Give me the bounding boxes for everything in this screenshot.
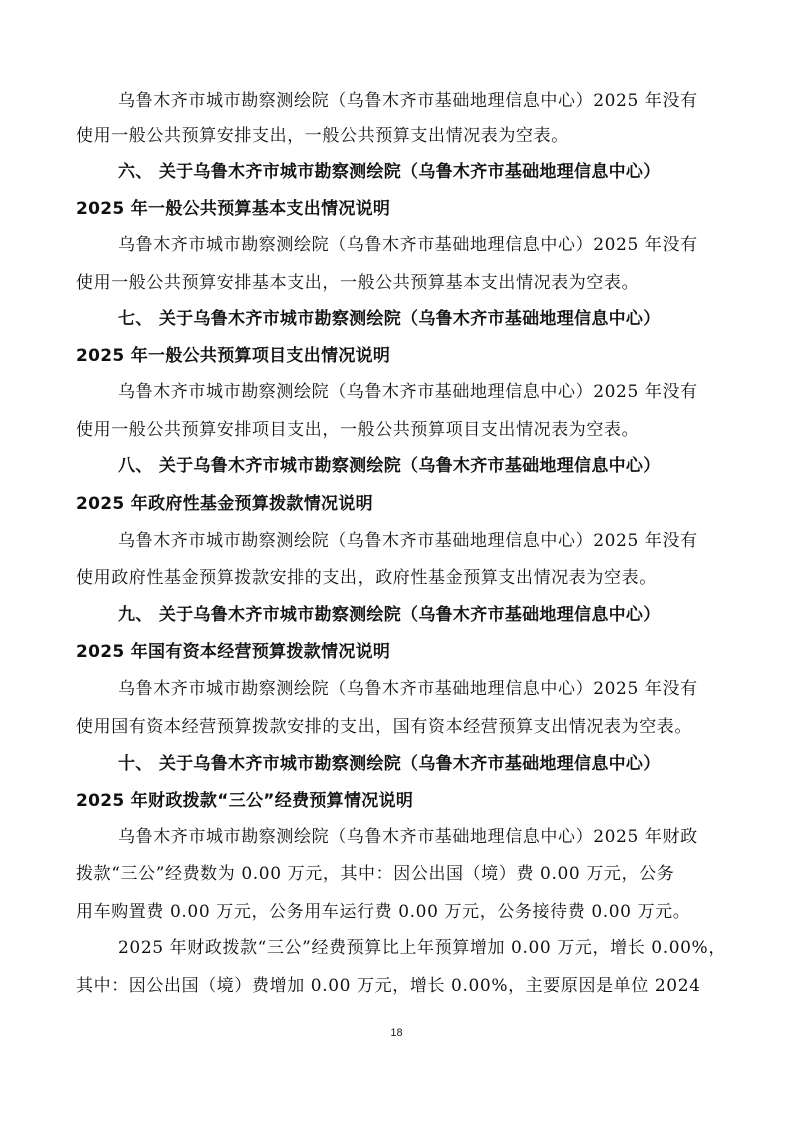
body-line: 使用政府性基金预算拨款安排的支出，政府性基金预算支出情况表为空表。 <box>76 568 657 588</box>
section-heading-continued: 2025 年国有资本经营预算拨款情况说明 <box>76 642 391 662</box>
section-heading: 七、 关于乌鲁木齐市城市勘察测绘院（乌鲁木齐市基础地理信息中心） <box>118 309 661 329</box>
section-heading: 九、 关于乌鲁木齐市城市勘察测绘院（乌鲁木齐市基础地理信息中心） <box>118 605 661 625</box>
paragraph-first-line: 2025 年财政拨款“三公”经费预算比上年预算增加 0.00 万元，增长 0.00%， <box>118 938 726 958</box>
section-heading: 六、 关于乌鲁木齐市城市勘察测绘院（乌鲁木齐市基础地理信息中心） <box>118 162 661 182</box>
section-heading: 十、 关于乌鲁木齐市城市勘察测绘院（乌鲁木齐市基础地理信息中心） <box>118 754 661 774</box>
body-line: 其中：因公出国（境）费增加 0.00 万元，增长 0.00%，主要原因是单位 2024 <box>76 976 701 996</box>
section-heading: 八、 关于乌鲁木齐市城市勘察测绘院（乌鲁木齐市基础地理信息中心） <box>118 456 661 476</box>
paragraph-first-line: 乌鲁木齐市城市勘察测绘院（乌鲁木齐市基础地理信息中心）2025 年没有 <box>118 235 698 255</box>
paragraph-first-line: 乌鲁木齐市城市勘察测绘院（乌鲁木齐市基础地理信息中心）2025 年没有 <box>118 91 698 111</box>
body-line: 使用一般公共预算安排项目支出，一般公共预算项目支出情况表为空表。 <box>76 420 640 440</box>
body-line: 使用一般公共预算安排基本支出，一般公共预算基本支出情况表为空表。 <box>76 273 640 293</box>
page-number: 18 <box>390 1027 403 1039</box>
body-line: 拨款“三公”经费数为 0.00 万元，其中：因公出国（境）费 0.00 万元，公务 <box>76 864 675 884</box>
paragraph-first-line: 乌鲁木齐市城市勘察测绘院（乌鲁木齐市基础地理信息中心）2025 年没有 <box>118 679 698 699</box>
section-heading-continued: 2025 年财政拨款“三公”经费预算情况说明 <box>76 791 414 811</box>
body-line: 使用一般公共预算安排支出，一般公共预算支出情况表为空表。 <box>76 126 569 146</box>
body-line: 用车购置费 0.00 万元，公务用车运行费 0.00 万元，公务接待费 0.00 万元。 <box>76 902 691 922</box>
body-line: 使用国有资本经营预算拨款安排的支出，国有资本经营预算支出情况表为空表。 <box>76 717 692 737</box>
paragraph-first-line: 乌鲁木齐市城市勘察测绘院（乌鲁木齐市基础地理信息中心）2025 年没有 <box>118 531 698 551</box>
section-heading-continued: 2025 年一般公共预算项目支出情况说明 <box>76 346 391 366</box>
paragraph-first-line: 乌鲁木齐市城市勘察测绘院（乌鲁木齐市基础地理信息中心）2025 年没有 <box>118 382 698 402</box>
paragraph-first-line: 乌鲁木齐市城市勘察测绘院（乌鲁木齐市基础地理信息中心）2025 年财政 <box>118 827 698 847</box>
section-heading-continued: 2025 年一般公共预算基本支出情况说明 <box>76 199 391 219</box>
section-heading-continued: 2025 年政府性基金预算拨款情况说明 <box>76 494 373 514</box>
